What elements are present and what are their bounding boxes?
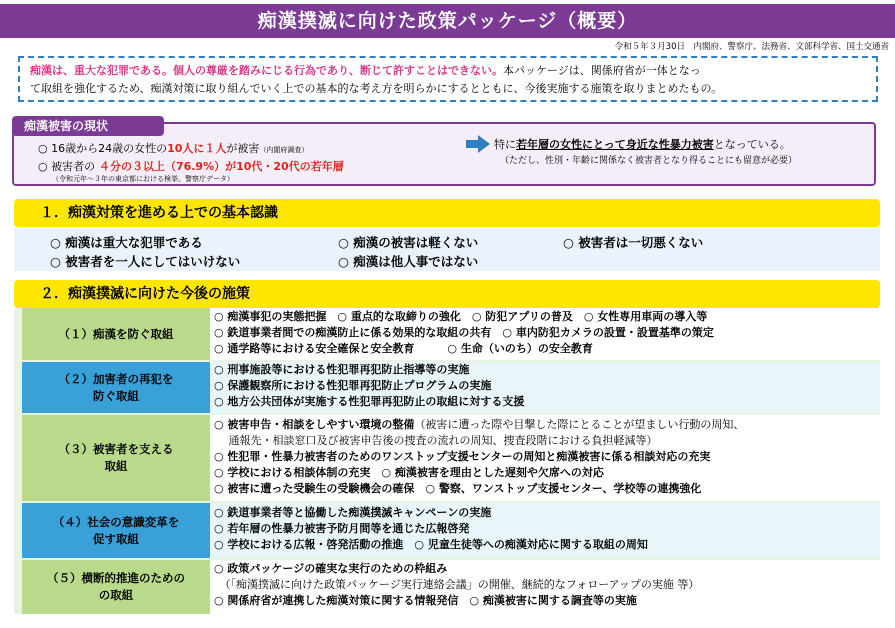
row2-line-2: ○ 保護観察所における性犯罪再犯防止プログラムの実施: [214, 379, 492, 392]
arrow-right-icon: [466, 135, 490, 153]
row3-line-2: 通報先・相談窓口及び被害申告後の捜査の流れの周知、捜査段階における負担軽減等）: [214, 434, 658, 447]
row2-label: （２）加害者の再犯を 防ぐ取組: [22, 362, 210, 413]
row4-line-2: ○ 若年層の性暴力被害予防月間等を通じた広報啓発: [214, 522, 470, 535]
intro-rest2: て取組を強化するため、痴漢対策に取り組んでいく上での基本的な考え方を明らかにするとともに、今後実施する施策を取りまとめたもの。: [30, 82, 723, 95]
victim-source-2: （令和元年～３年の東京都における検挙。警察庁データ）: [52, 175, 234, 183]
intro-box: [18, 56, 878, 102]
recognition-item-5: ○ 痴漢は他人事ではない: [338, 254, 479, 269]
recognition-item-4: ○ 被害者を一人にしてはいけない: [50, 254, 241, 269]
section1-title: １．痴漢対策を進める上での基本認識: [14, 199, 880, 227]
intro-rest1: 本パッケージは、関係府省が一体となっ: [503, 64, 701, 77]
row3-line-1: ○ 被害申告・相談をしやすい環境の整備（被害に遭った際や目撃した際にとることが望ましい行動の周知、: [214, 418, 745, 431]
row3-line-5: ○ 被害に遭った受験生の受験機会の確保 ○ 警察、ワンストップ支援センター、学校等の連携強化: [214, 482, 702, 495]
row4-line-1: ○ 鉄道事業者等と協働した痴漢撲滅キャンペーンの実施: [214, 506, 492, 519]
row1-label: （１）痴漢を防ぐ取組: [22, 308, 210, 360]
row2-line-1: ○ 刑事施設等における性犯罪再犯防止指導等の実施: [214, 363, 470, 376]
intro-red: 痴漢は、重大な犯罪である。個人の尊厳を踏みにじる行為であり、断じて許すことはできない。: [30, 64, 503, 77]
victim-right-note: （ただし、性別・年齢に関係なく被害者となり得ることにも留意が必要）: [500, 156, 798, 166]
row3-line-4: ○ 学校における相談体制の充実 ○ 痴漢被害を理由とした遅刻や欠席への対応: [214, 466, 604, 479]
victim-line-2: ○ 被害者の ４分の３以上（76.9%）が10代・20代の若年層: [38, 160, 344, 173]
row5-line-1: ○ 政策パッケージの確実な実行のための枠組み: [214, 562, 448, 575]
row1-line-2: ○ 鉄道事業者間での痴漢防止に係る効果的な取組の共有 ○ 車内防犯カメラの設置・設置基準の策定: [214, 326, 714, 339]
date-line: 令和５年３月30日 内閣府、警察庁、法務省、文部科学省、国土交通省: [614, 42, 889, 52]
recognition-item-2: ○ 痴漢の被害は軽くない: [338, 235, 479, 250]
row5-label: （５）横断的推進のための の取組: [22, 560, 210, 614]
row4-label: （４）社会の意識変革を 促す取組: [22, 503, 210, 558]
row1-line-1: ○ 痴漢事犯の実態把握 ○ 重点的な取締りの強化 ○ 防犯アプリの普及 ○ 女性専用車両の導入等: [214, 310, 708, 323]
row5-line-3: ○ 関係府省が連携した痴漢対策に関する情報発信 ○ 痴漢被害に関する調査等の実施: [214, 594, 637, 607]
row4-line-3: ○ 学校における広報・啓発活動の推進 ○ 児童生徒等への痴漢対応に関する取組の周知: [214, 538, 648, 551]
row3-line-3: ○ 性犯罪・性暴力被害者のためのワンストップ支援センターの周知と痴漢被害に係る相談対応の充実: [214, 450, 711, 463]
page-title: 痴漢撲滅に向けた政策パッケージ（概要）: [257, 10, 638, 32]
recognition-item-1: ○ 痴漢は重大な犯罪である: [50, 235, 203, 250]
row2-line-3: ○ 地方公共団体が実施する性犯罪再犯防止の取組に対する支援: [214, 395, 525, 408]
row3-label: （３）被害者を支える 取組: [22, 415, 210, 501]
victim-line-1: ○ 16歳から24歳の女性の10人に１人が被害（内閣府調査）: [38, 142, 309, 155]
row5-line-2: （「痴漢撲滅に向けた政策パッケージ実行連絡会議」の開催、継続的なフォローアップの実施 等）: [214, 578, 700, 591]
recognition-item-3: ○ 被害者は一切悪くない: [563, 235, 704, 250]
victim-right-line: 特に若年層の女性にとって身近な性暴力被害となっている。: [494, 138, 791, 151]
victim-title: 痴漢被害の現状: [12, 116, 164, 136]
section2-title: ２．痴漢撲滅に向けた今後の施策: [14, 280, 880, 308]
row1-line-3: ○ 通学路等における安全確保と安全教育 ○ 生命（いのち）の安全教育: [214, 342, 593, 355]
